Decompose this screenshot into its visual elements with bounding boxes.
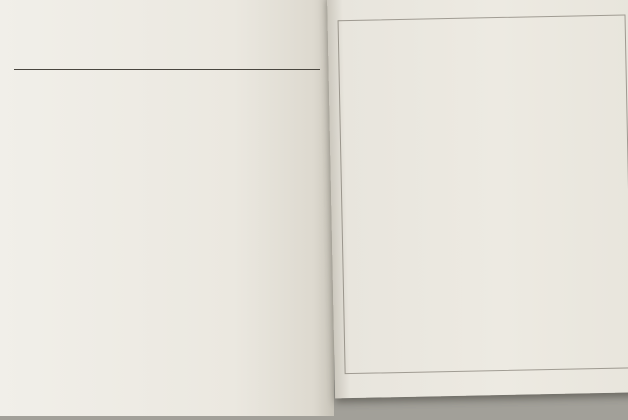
ad-kicker — [345, 21, 619, 26]
tour-ad-columns — [345, 27, 625, 342]
tour-ad-box — [338, 14, 628, 374]
alumni-register-directory — [0, 75, 334, 369]
right-page — [327, 0, 628, 398]
section-divider — [14, 69, 320, 70]
class-notes-section — [0, 0, 334, 67]
